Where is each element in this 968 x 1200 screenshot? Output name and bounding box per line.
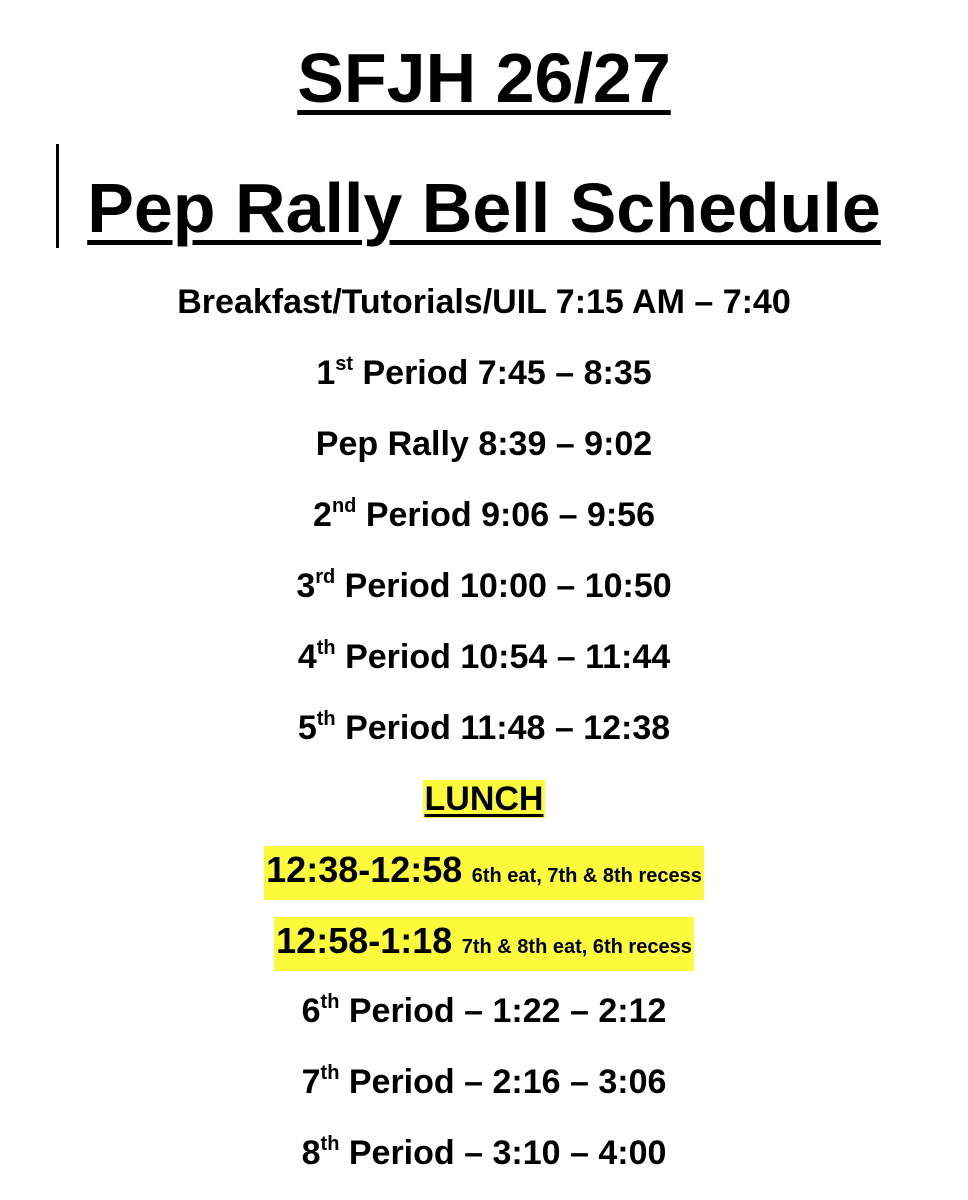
- title-school-year: SFJH 26/27: [297, 39, 671, 117]
- row-label: 8: [301, 1134, 321, 1172]
- schedule-row-8th-period: [0, 1131, 968, 1175]
- row-label-rest: Period: [335, 638, 451, 676]
- schedule-row-2nd-period: [0, 493, 968, 537]
- row-label: 5: [297, 709, 317, 747]
- row-ordinal-suffix: th: [320, 1062, 340, 1084]
- row-time: 3:10 – 4:00: [492, 1134, 667, 1172]
- schedule-row-1st-period: [0, 351, 968, 395]
- row-label-rest: Period –: [339, 1134, 484, 1172]
- schedule-row-7th-period: [0, 1060, 968, 1104]
- row-time: 10:54 – 11:44: [460, 638, 671, 676]
- lunch-slot-time: 12:38-12:58: [266, 849, 463, 890]
- lunch-slot-note: 7th & 8th eat, 6th recess: [461, 936, 692, 958]
- schedule-row-4th-period: [0, 635, 968, 679]
- row-label-rest: Period: [356, 496, 472, 534]
- schedule-row-6th-period: [0, 989, 968, 1033]
- row-time: 8:39 – 9:02: [478, 425, 653, 463]
- row-ordinal-suffix: th: [316, 708, 336, 730]
- row-time: 11:48 – 12:38: [460, 709, 671, 747]
- row-label: 6: [301, 992, 321, 1030]
- row-label-rest: Period: [353, 354, 469, 392]
- row-time: 7:45 – 8:35: [477, 354, 652, 392]
- row-label-rest: Period: [335, 567, 451, 605]
- lunch-slot-highlight: [274, 917, 694, 971]
- row-label: 7: [301, 1063, 321, 1101]
- row-label: 3: [296, 567, 316, 605]
- row-time: 1:22 – 2:12: [492, 992, 667, 1030]
- row-label: Breakfast/Tutorials/UIL: [177, 283, 547, 321]
- lunch-label: LUNCH: [424, 780, 544, 818]
- lunch-slot-2: [0, 917, 968, 971]
- row-label: 4: [297, 638, 317, 676]
- schedule-row-pep-rally: [0, 422, 968, 466]
- schedule-row-breakfast: [0, 280, 968, 324]
- row-label: Pep Rally: [315, 425, 469, 463]
- lunch-slot-1: [0, 846, 968, 900]
- row-time: 2:16 – 3:06: [492, 1063, 667, 1101]
- title-schedule: Pep Rally Bell Schedule: [87, 169, 881, 247]
- lunch-slot-highlight: [264, 846, 704, 900]
- row-ordinal-suffix: rd: [315, 566, 336, 588]
- lunch-slot-note: 6th eat, 7th & 8th recess: [471, 865, 702, 887]
- lunch-heading: [0, 777, 968, 821]
- row-label-rest: Period –: [339, 992, 484, 1030]
- row-label: 1: [316, 354, 336, 392]
- row-ordinal-suffix: th: [320, 1133, 340, 1155]
- lunch-slot-time: 12:58-1:18: [276, 920, 453, 961]
- row-ordinal-suffix: nd: [331, 495, 357, 517]
- row-time: 7:15 AM – 7:40: [555, 283, 791, 321]
- row-label-rest: Period –: [339, 1063, 484, 1101]
- row-label: 2: [313, 496, 332, 534]
- row-time: 9:06 – 9:56: [481, 496, 655, 534]
- row-ordinal-suffix: th: [316, 637, 336, 659]
- row-label-rest: Period: [335, 709, 451, 747]
- schedule-row-3rd-period: [0, 564, 968, 608]
- row-time: 10:00 – 10:50: [459, 567, 672, 605]
- row-ordinal-suffix: st: [335, 353, 354, 375]
- schedule-row-5th-period: [0, 706, 968, 750]
- row-ordinal-suffix: th: [320, 991, 340, 1013]
